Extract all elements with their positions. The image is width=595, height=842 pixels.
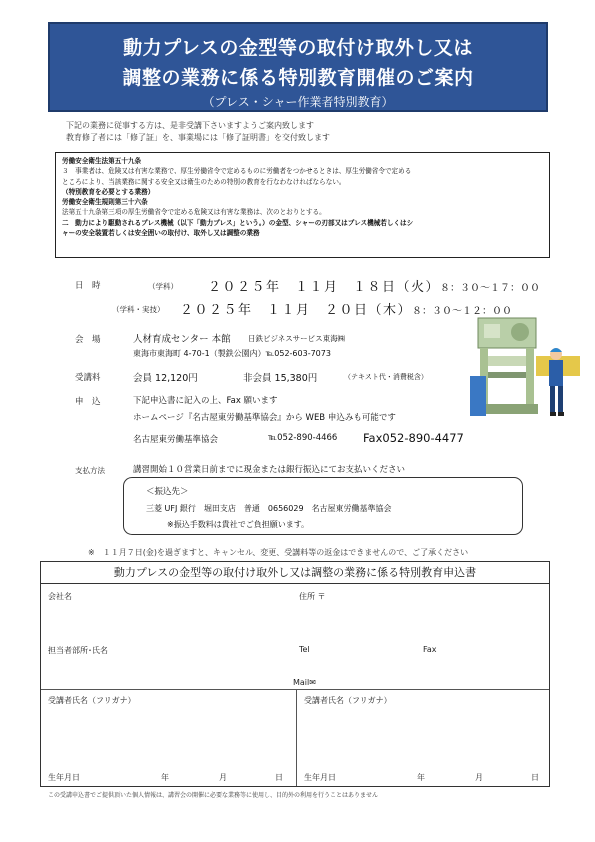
payment-label: 支払方法 (75, 466, 105, 475)
law-excerpt-box (55, 152, 550, 258)
intro-line-2: 教育修了者には「修了証」を、事業場には「修了証明書」を交付致します (66, 133, 330, 142)
application-form (40, 561, 550, 787)
fee-label: 受講料 (75, 373, 101, 383)
form-divider (41, 689, 549, 690)
law-paragraph-4: 二 動力により駆動されるプレス機械（以下「動力プレス」という。）の金型、シャーの刃部又はプレス機械若しくはシ (62, 218, 414, 227)
company-field[interactable] (101, 588, 281, 628)
apply-org: 名古屋東労働基準協会 (133, 435, 219, 445)
day2-type: （学科・実技） (112, 305, 165, 314)
law-paragraph-3: 法第五十九条第三項の厚生労働省令で定める危険又は有害な業務は、次のとおりとする。 (62, 208, 326, 217)
fax-field[interactable] (441, 642, 541, 658)
address-label: 住所 〒 (299, 592, 326, 601)
trainee-1-birth-label: 生年月日 (48, 773, 80, 782)
law-heading-3: 労働安全衛生規則第三十六条 (62, 198, 148, 207)
tel-label: Tel (299, 645, 310, 654)
trainee-2-year: 年 (417, 773, 425, 782)
fee-member: 会員 12,120円 (133, 373, 198, 384)
day2-time: ８：３０～１２：００ (412, 306, 512, 317)
venue-label: 会 場 (75, 335, 101, 345)
law-paragraph-5: ャーの安全装置若しくは安全囲いの取付け、取外し又は調整の業務 (62, 229, 260, 238)
mail-field[interactable] (323, 674, 543, 690)
contact-label: 担当者部所･氏名 (48, 646, 108, 655)
address-field[interactable] (341, 588, 541, 628)
subtitle: （プレス・シャー作業者特別教育） (202, 95, 394, 109)
day1-type: （学科） (148, 282, 178, 291)
title-line-2: 調整の業務に係る特別教育開催のご案内 (122, 67, 474, 89)
privacy-footer: この受講申込書でご提供頂いた個人情報は、講習会の開催に必要な業務等に使用し、目的外の利用を行うことはありません (48, 792, 379, 799)
law-paragraph-1: ３ 事業者は、危険又は有害な業務で、厚生労働省令で定めるものに労働者をつかせるときは、厚生労働省令で定める (62, 167, 412, 176)
mail-label: Mail✉ (293, 678, 316, 687)
fax-label: Fax (423, 645, 437, 654)
day1-date: ２０２５年 １１月 １８日（火） (208, 280, 441, 295)
apply-fax: Fax052-890-4477 (363, 431, 464, 445)
company-label: 会社名 (48, 592, 72, 601)
schedule-label: 日 時 (75, 281, 101, 291)
venue-name: 人材育成センター 本館 (133, 334, 231, 345)
contact-field[interactable] (131, 642, 291, 658)
venue-address: 東海市東海町 4-70-1（製鉄公園内）℡052-603-7073 (133, 349, 331, 358)
fee-note: （テキスト代・消費税含） (344, 373, 428, 381)
cancellation-notice: ※ １１月７日(金)を過ぎますと、キャンセル、変更、受講料等の返金はできませんので、ご了承ください (88, 548, 469, 557)
trainee-2-day: 日 (531, 773, 539, 782)
trainee-2-label: 受講者氏名（フリガナ） (304, 696, 392, 705)
bank-fee-note: ※振込手数料は貴社でご負担願います。 (167, 520, 310, 529)
press-machine-illustration (470, 312, 582, 424)
payment-text: 講習開始１０営業日前までに現金または銀行振込にてお支払いください (133, 465, 406, 475)
title-banner (48, 22, 548, 112)
trainee-1-year: 年 (161, 773, 169, 782)
venue-operator: 日鉄ビジネスサービス東海㈱ (248, 334, 346, 343)
day1-time: ８：３０～１７：００ (440, 283, 540, 294)
apply-tel: ℡052-890-4466 (268, 433, 338, 443)
apply-line-1: 下記申込書に記入の上、Fax 願います (133, 396, 278, 406)
fee-nonmember: 非会員 15,380円 (243, 373, 318, 384)
trainee-2-month: 月 (475, 773, 483, 782)
trainee-1-label: 受講者氏名（フリガナ） (48, 696, 136, 705)
bank-account: 三菱 UFJ 銀行 堀田支店 普通 0656029 名古屋東労働基準協会 (146, 504, 392, 513)
trainee-2-name-field[interactable] (304, 708, 544, 764)
intro-text (66, 120, 330, 144)
apply-line-2: ホームページ『名古屋東労働基準協会』から WEB 申込みも可能です (133, 413, 396, 423)
trainee-1-month: 月 (219, 773, 227, 782)
day2-date: ２０２５年 １１月 ２０日（木） (180, 303, 413, 318)
trainee-2-birth-label: 生年月日 (304, 773, 336, 782)
law-heading-1: 労働安全衛生法第五十九条 (62, 157, 142, 165)
apply-label: 申 込 (75, 397, 101, 407)
trainee-1-name-field[interactable] (48, 708, 288, 764)
intro-line-1: 下記の業務に従事する方は、是非受講下さいますようご案内致します (66, 121, 314, 130)
form-title: 動力プレスの金型等の取付け取外し又は調整の業務に係る特別教育申込書 (41, 562, 549, 584)
bank-title: ＜振込先＞ (146, 487, 189, 497)
form-column-divider (296, 689, 297, 786)
tel-field[interactable] (316, 642, 416, 658)
law-paragraph-2: ところにより、当該業務に関する安全又は衛生のための特別の教育を行なわなければならない。 (62, 177, 346, 186)
law-heading-2: （特別教育を必要とする業務） (62, 187, 155, 196)
title-line-1: 動力プレスの金型等の取付け取外し又は (123, 37, 473, 59)
bank-transfer-box (123, 477, 523, 535)
trainee-1-day: 日 (275, 773, 283, 782)
